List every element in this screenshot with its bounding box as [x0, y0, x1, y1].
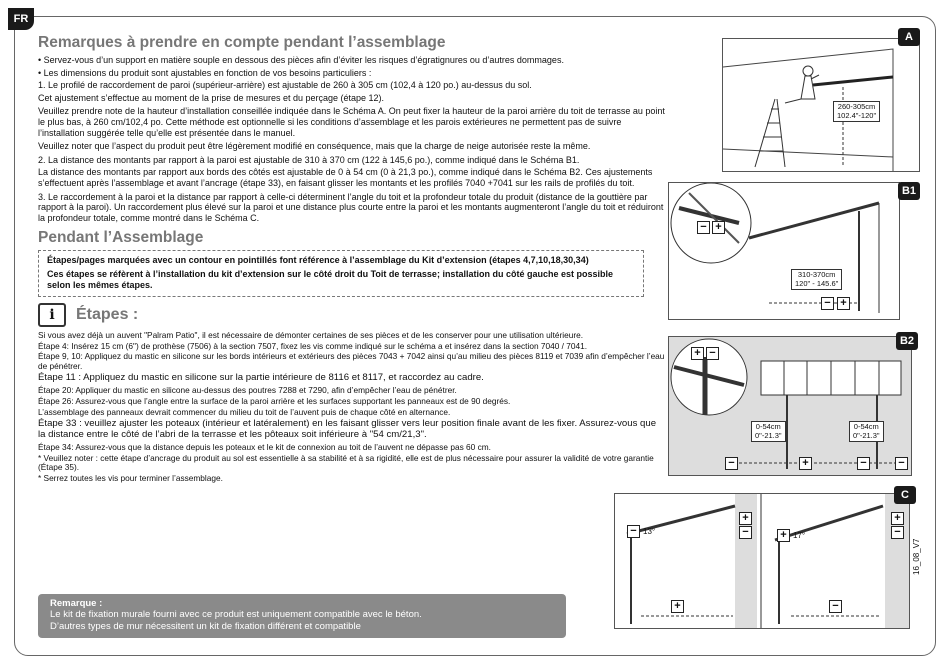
plus-icon: + — [799, 457, 812, 470]
warning-note: * Veuillez noter : cette étape d’ancrage du produit au sol est essentielle à sa stabilité et à sa rigidité, elle est de plus nécessaire pour assurer la validité de votre garantie (Étape 35). — [38, 452, 654, 473]
minus-icon: − — [725, 457, 738, 470]
dashed-note-1: Étapes/pages marquées avec un contour en pointillés font référence à l’assemblage du Kit d’extension (étapes 4,7,10,18,30,34) — [47, 255, 589, 266]
plus-icon: + — [777, 529, 790, 542]
remarque-title: Remarque : — [50, 598, 103, 609]
dimension-label-a: 260-305cm 102.4"-120" — [833, 101, 880, 122]
note-2b: La distance des montants par rapport aux bords des côtés est ajustable de 0 à 54 cm (0 à 21,3 po.), comme indiqué dans le Schéma B2. Ces ajustements s’effectuent après l’assemblage et avant l’ancrage (étape 33), en faisant glisser les montants et les profilés 7040 +7041 sur les rails de profilés du toit. — [38, 167, 653, 188]
badge-c: C — [894, 486, 916, 504]
info-icon: i — [38, 303, 66, 327]
roof-side-illustration — [669, 183, 900, 320]
note-3: 3. Le raccordement à la paroi et la distance par rapport à celle-ci déterminent l’angle du toit et la profondeur totale du produit (distance de la gouttière par rapport à la paroi). Un raccordement plus élevé sur la paroi et une distance plus courte entre la paroi et les montants augmenteront l’angle du toit et réduiront la profondeur totale, comme montré dans le Schéma C. — [38, 191, 664, 223]
note-height: Veuillez prendre note de la hauteur d’installation conseillée indiquée dans le Schéma A. On peut fixer la hauteur de la paroi arrière du toit de terrasse au point le plus bas, à 260 cm/102,4 po. Cette méthode est optionnelle si les conditions d’assemblage et les parois extérieures ne permettent pas de suivre l’installation suggérée telle qu’elle est présentée dans le manuel. — [38, 106, 665, 138]
minus-icon: − — [895, 457, 908, 470]
minus-icon: − — [706, 347, 719, 360]
wall-illustration — [723, 39, 920, 172]
note-aspect: Veuillez noter que l’aspect du produit peut être légèrement modifié en conséquence, mais que la charge de neige autorisée reste la même. — [38, 141, 591, 152]
minus-icon: − — [627, 525, 640, 538]
note-2: 2. La distance des montants par rapport à la paroi est ajustable de 310 à 370 cm (122 à 145,6 po.), comme indiqué dans le Schéma B1. — [38, 154, 580, 165]
note-1b: Cet ajustement s’effectue au moment de la prise de mesures et du perçage (étape 12). — [38, 92, 385, 103]
language-tab: FR — [8, 8, 34, 30]
etape-9-10: Étape 9, 10: Appliquez du mastic en silicone sur les bords intérieurs et extérieurs des pièces 7043 + 7042 ainsi qu’au milieu des pièces 8119 et 7039 afin d’empêcher l’eau de pénétrer. — [38, 351, 665, 371]
angle-label-minus: 13° — [643, 527, 656, 536]
bullet-dimensions: • Les dimensions du produit sont ajustables en fonction de vos besoins particuliers : — [38, 67, 372, 78]
plus-icon: + — [837, 297, 850, 310]
etape-4: Étape 4: Insérez 15 cm (6") de prothèse (7506) à la section 7507, fixez les vis comme indiqué sur le schéma a et insérez dans la section 7040 / 7041. — [38, 340, 587, 351]
roof-angle-illustration — [615, 494, 910, 629]
section-title-remarques: Remarques à prendre en compte pendant l’assemblage — [38, 34, 446, 51]
section-title-pendant: Pendant l’Assemblage — [38, 229, 204, 247]
diagram-b2 — [668, 336, 912, 476]
plus-icon: + — [712, 221, 725, 234]
minus-icon: − — [891, 526, 904, 539]
diagram-b1 — [668, 182, 900, 320]
dimension-label-b2-left: 0-54cm 0"-21.3" — [751, 421, 786, 442]
badge-b1: B1 — [898, 182, 920, 200]
etape-11: Étape 11 : Appliquez du mastic en silicone sur la partie intérieure de 8116 et 8117, et raccordez au cadre. — [38, 372, 484, 384]
diagram-c — [614, 493, 910, 629]
minus-icon: − — [739, 526, 752, 539]
remarque-line-1: Le kit de fixation murale fourni avec ce produit est uniquement compatible avec le béton. — [50, 609, 422, 620]
etape-34: Étape 34: Assurez-vous que la distance depuis les poteaux et le kit de connexion au toit de l’auvent ne dépasse pas 60 cm. — [38, 442, 491, 453]
etapes-intro: Si vous avez déjà un auvent "Palram Patio", il est nécessaire de démonter certaines de ses pièces et de les conserver pour une utilisation ultérieure. — [38, 330, 584, 341]
plus-icon: + — [739, 512, 752, 525]
plus-icon: + — [691, 347, 704, 360]
screws-note: * Serrez toutes les vis pour terminer l’assemblage. — [38, 473, 223, 484]
dashed-note-box — [38, 250, 644, 297]
remarque-line-2: D’autres types de mur nécessitent un kit de fixation différent et compatible — [50, 621, 361, 632]
bullet-support: • Servez-vous d’un support en matière souple en dessous des pièces afin d’éviter les risques d’égratignures ou d’autres dommages. — [38, 55, 564, 65]
minus-icon: − — [821, 297, 834, 310]
etape-20: Étape 20: Appliquer du mastic en silicone au-dessus des poutres 7288 et 7290, afin d’empêcher l’eau de pénétrer. — [38, 385, 457, 396]
minus-icon: − — [697, 221, 710, 234]
etape-26: Étape 26: Assurez-vous que l’angle entre la surface de la paroi arrière et les surfaces supportant les panneaux est de 90 degrés. — [38, 396, 511, 407]
note-1a: 1. Le profilé de raccordement de paroi (supérieur-arrière) est ajustable de 260 à 305 cm (102,4 à 120 po.) au-dessus du sol. — [38, 80, 532, 91]
badge-a: A — [898, 28, 920, 46]
instructions-column — [38, 34, 666, 485]
etape-33: Étape 33 : veuillez ajuster les poteaux (intérieur et latéralement) en les faisant glisser vers leur position finale avant de les fixer. Assurez-vous que la distance entre le côté de l’abri de la terrasse et les pôteaux soit inférieure à "54 cm/21,3". — [38, 418, 657, 441]
remarque-box — [38, 594, 566, 638]
dashed-note-2: Ces étapes se réfèrent à l’installation du kit d’extension sur le côté droit du Toit de terrasse; installation du côté gauche est possible selon les mêmes étapes. — [47, 268, 613, 290]
minus-icon: − — [829, 600, 842, 613]
dimension-label-b1: 310-370cm 120" - 145.6" — [791, 269, 842, 290]
angle-label-plus: 17° — [793, 531, 806, 540]
badge-b2: B2 — [896, 332, 918, 350]
version-label: 16_08_V7 — [912, 538, 921, 575]
etape-26b: L’assemblage des panneaux devrait commencer du milieu du toit de l’auvent puis de chaque côté en alternance. — [38, 406, 451, 417]
etapes-header — [38, 303, 666, 327]
etapes-title: Étapes : — [76, 306, 139, 324]
diagram-a — [722, 38, 920, 172]
minus-icon: − — [857, 457, 870, 470]
plus-icon: + — [671, 600, 684, 613]
dimension-label-b2-right: 0-54cm 0"-21.3" — [849, 421, 884, 442]
plus-icon: + — [891, 512, 904, 525]
